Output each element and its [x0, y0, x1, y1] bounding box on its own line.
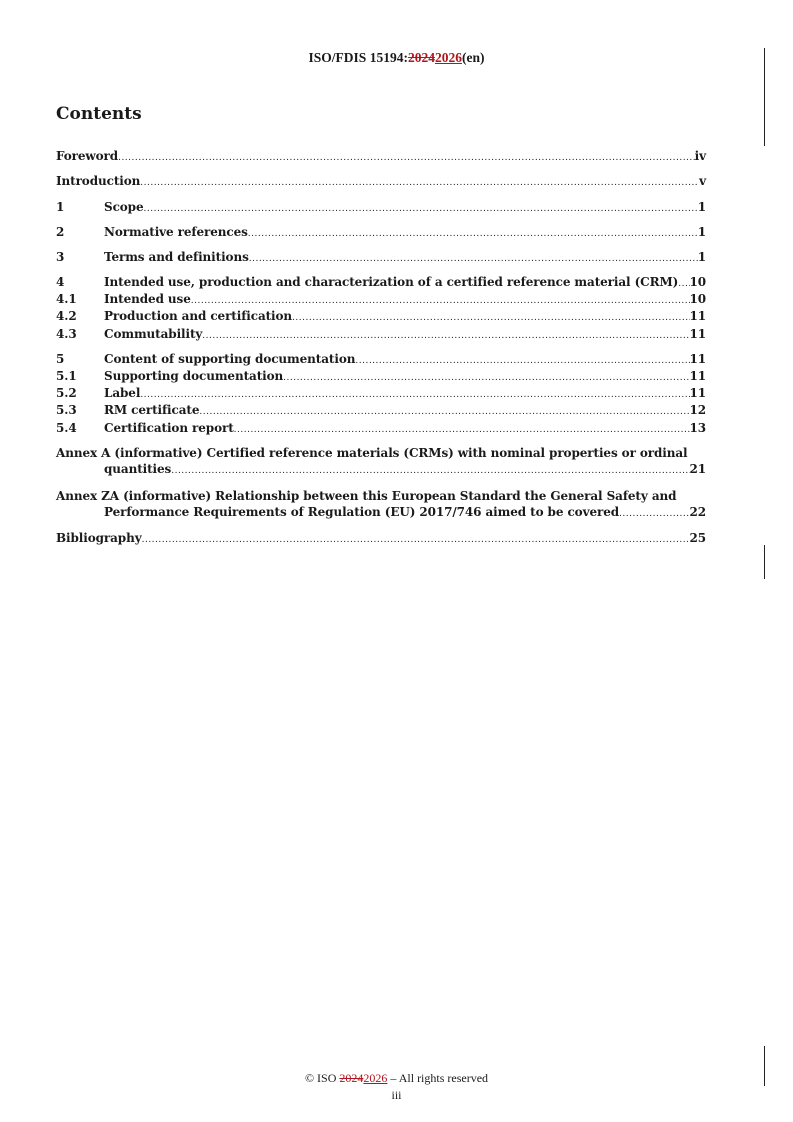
annex-za-title-continued: Performance Requirements of Regulation (EU) 2017/746 aimed to be covered — [104, 505, 620, 519]
toc-leader-dots — [142, 532, 690, 548]
toc-leader-dots — [202, 328, 689, 344]
page-title: Contents — [56, 104, 142, 124]
toc-entry-text: Intended use, production and characterization of a certified reference material (CRM) — [104, 275, 679, 289]
toc-entry-text: RM certificate — [104, 403, 200, 417]
toc-entry-page: 12 — [689, 403, 706, 417]
toc-entry-page: 11 — [689, 309, 706, 323]
toc-leader-dots — [249, 251, 698, 267]
toc-entry-number: 5.4 — [56, 421, 77, 435]
toc-leader-dots — [678, 276, 689, 292]
toc-entry-page: v — [699, 174, 706, 188]
footer-suffix: – All rights reserved — [387, 1071, 489, 1085]
toc-entry-bibliography[interactable] — [56, 530, 706, 548]
toc-leader-dots — [234, 422, 690, 438]
annex-za-second-line — [56, 504, 706, 522]
footer-deleted-year: 2024 — [339, 1071, 364, 1085]
annex-za-title: Annex ZA (informative) Relationship between this European Standard the General Safety and — [56, 489, 677, 503]
toc-leader-dots — [199, 404, 689, 420]
toc-entry-commutability[interactable] — [56, 326, 706, 344]
toc-entry-text: Bibliography — [56, 531, 142, 545]
toc-entry-number: 4.1 — [56, 292, 77, 306]
annex-a-title-continued: quantities — [104, 462, 172, 476]
toc-entry-page: 10 — [689, 292, 706, 306]
toc-entry-production-certification[interactable] — [56, 308, 706, 326]
toc-entry-number: 4 — [56, 275, 65, 289]
footer-prefix: © ISO — [304, 1071, 340, 1085]
toc-entry-number: 3 — [56, 250, 65, 264]
toc-leader-dots — [191, 293, 690, 309]
toc-leader-dots — [140, 387, 689, 403]
toc-entry-supporting-documentation-content[interactable] — [56, 351, 706, 369]
toc-entry-number: 5.2 — [56, 386, 77, 400]
toc-entry-text: Introduction — [56, 174, 141, 188]
toc-entry-text: Terms and definitions — [104, 250, 249, 264]
toc-entry-page: 13 — [689, 421, 706, 435]
toc-entry-intended-use[interactable] — [56, 291, 706, 309]
toc-entry-page: 22 — [689, 505, 706, 519]
toc-entry-rm-certificate[interactable] — [56, 402, 706, 420]
toc-leader-dots — [292, 310, 689, 326]
toc-entry-text: Normative references — [104, 225, 248, 239]
change-bar-middle — [764, 545, 765, 579]
toc-entry-page: 25 — [689, 531, 706, 545]
toc-entry-page: 11 — [689, 352, 706, 366]
toc-entry-text: Certification report — [104, 421, 234, 435]
toc-entry-page: 11 — [689, 327, 706, 341]
toc-leader-dots — [248, 226, 698, 242]
toc-entry-certification-report[interactable] — [56, 420, 706, 438]
toc-entry-page: iv — [694, 149, 706, 163]
annex-a-title: Annex A (informative) Certified reference materials (CRMs) with nominal properties or ordinal — [56, 446, 688, 460]
toc-entry-number: 2 — [56, 225, 65, 239]
document-header — [0, 50, 793, 66]
toc-leader-dots — [171, 463, 689, 479]
toc-entry-text: Label — [104, 386, 141, 400]
toc-entry-text: Foreword — [56, 149, 119, 163]
toc-leader-dots — [144, 201, 698, 217]
toc-entry-supporting-documentation[interactable] — [56, 368, 706, 386]
toc-entry-normative-references[interactable] — [56, 224, 706, 242]
toc-entry-label[interactable] — [56, 385, 706, 403]
annex-a-second-line — [56, 461, 706, 479]
toc-entry-text: Commutability — [104, 327, 203, 341]
toc-entry-intended-use-crm[interactable] — [56, 274, 706, 292]
toc-entry-number: 4.2 — [56, 309, 77, 323]
toc-entry-number: 5.1 — [56, 369, 77, 383]
toc-entry-page: 11 — [689, 386, 706, 400]
toc-entry-page: 10 — [689, 275, 706, 289]
toc-entry-page: 1 — [697, 250, 706, 264]
toc-entry-number: 4.3 — [56, 327, 77, 341]
toc-entry-page: 11 — [689, 369, 706, 383]
toc-entry-text: Scope — [104, 200, 144, 214]
toc-entry-text: Production and certification — [104, 309, 293, 323]
toc-entry-terms-definitions[interactable] — [56, 249, 706, 267]
toc-leader-dots — [355, 353, 689, 369]
toc-entry-number: 5.3 — [56, 403, 77, 417]
toc-entry-text: Content of supporting documentation — [104, 352, 356, 366]
toc-entry-text: Intended use — [104, 292, 191, 306]
toc-entry-page: 1 — [697, 225, 706, 239]
page-number: iii — [391, 1088, 402, 1102]
toc-entry-page: 1 — [697, 200, 706, 214]
header-suffix: (en) — [461, 50, 485, 65]
toc-leader-dots — [619, 506, 689, 522]
toc-entry-introduction[interactable] — [56, 173, 706, 191]
toc-entry-number: 5 — [56, 352, 65, 366]
change-bar-top — [764, 48, 765, 146]
toc-leader-dots — [283, 370, 689, 386]
toc-entry-page: 21 — [689, 462, 706, 476]
toc-leader-dots — [118, 150, 695, 166]
toc-entry-foreword[interactable] — [56, 148, 706, 166]
toc-entry-number: 1 — [56, 200, 65, 214]
header-prefix: ISO/FDIS 15194: — [308, 50, 408, 65]
toc-entry-annex-a[interactable] — [56, 445, 706, 479]
toc-entry-text: Supporting documentation — [104, 369, 284, 383]
copyright-footer — [0, 1071, 793, 1086]
header-deleted-year: 2024 — [407, 50, 435, 65]
header-inserted-year: 2026 — [434, 50, 462, 65]
toc-entry-scope[interactable] — [56, 199, 706, 217]
toc-entry-annex-za[interactable] — [56, 488, 706, 522]
footer-inserted-year: 2026 — [363, 1071, 388, 1085]
toc-leader-dots — [140, 175, 699, 191]
